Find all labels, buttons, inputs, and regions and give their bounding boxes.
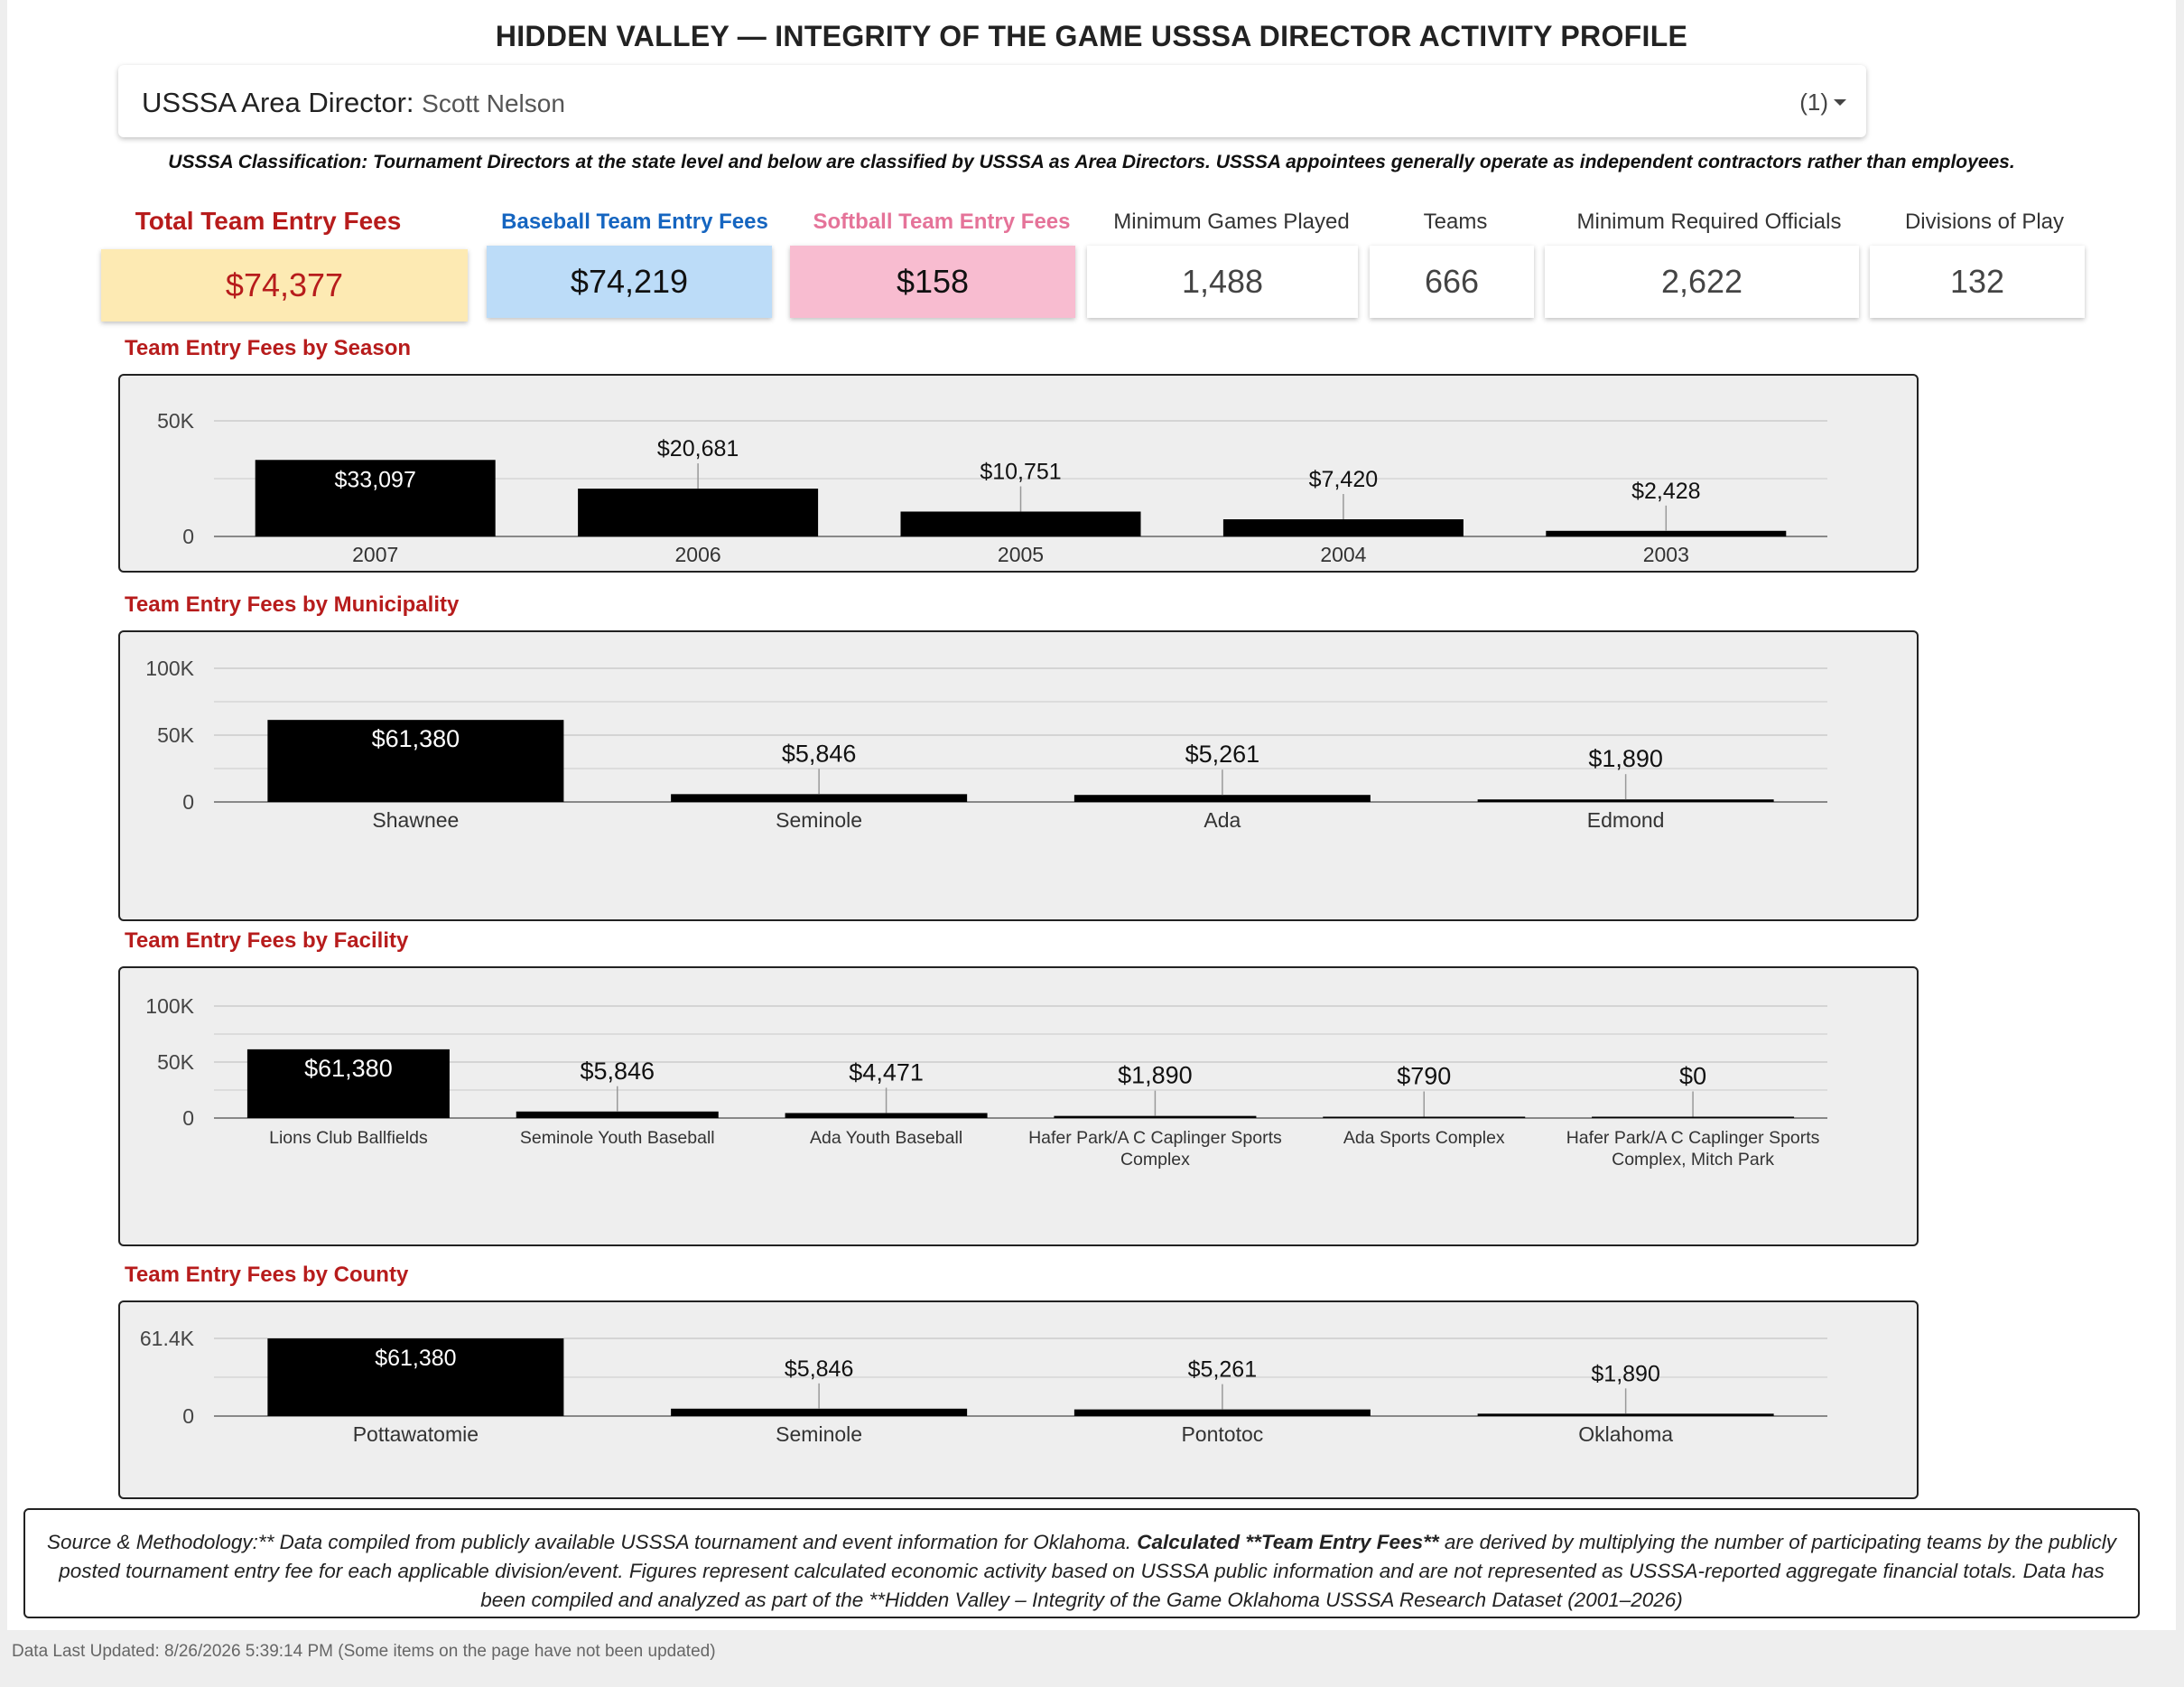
director-value: Scott Nelson (422, 89, 565, 117)
section-title-facility: Team Entry Fees by Facility (125, 928, 409, 953)
data-label: $10,751 (980, 459, 1062, 485)
report-page (7, 0, 2176, 1630)
bar (1223, 519, 1464, 536)
category-label: Ada Youth Baseball (810, 1128, 963, 1148)
category-label: Hafer Park/A C Caplinger Sports (1566, 1128, 1820, 1148)
category-label: 2006 (674, 543, 721, 566)
data-label: $1,890 (1591, 1361, 1660, 1387)
data-label: $5,846 (781, 740, 857, 768)
y-tick-label: 0 (182, 525, 194, 548)
data-label: $5,846 (784, 1356, 854, 1382)
kpi-value-divisions: 132 (1870, 246, 2085, 318)
category-label: Ada (1204, 808, 1241, 832)
kpi-value-total: $74,377 (101, 249, 468, 322)
section-title-season: Team Entry Fees by Season (125, 336, 412, 360)
director-selector[interactable] (118, 65, 1866, 137)
y-tick-label: 50K (157, 723, 194, 747)
y-tick-label: 100K (145, 657, 194, 680)
category-label: 2003 (1642, 543, 1689, 566)
classification-note: USSSA Classification: Tournament Directors at the state level and below are classified by USSSA as Area Directors. USSSA appointees generally operate as independent contractors rather than employees. (168, 152, 2015, 172)
kpi-label-divisions: Divisions of Play (1904, 210, 2065, 234)
y-tick-label: 50K (157, 1050, 194, 1074)
y-tick-label: 61.4K (139, 1327, 194, 1350)
data-label: $4,471 (849, 1058, 924, 1086)
kpi-label-officials: Minimum Required Officials (1576, 210, 1842, 234)
kpi-label-baseball: Baseball Team Entry Fees (501, 210, 768, 234)
kpi-value-baseball: $74,219 (487, 246, 772, 318)
section-title-county: Team Entry Fees by County (125, 1263, 409, 1287)
bar (1546, 531, 1786, 536)
data-label: $7,420 (1308, 467, 1379, 493)
last-updated: Data Last Updated: 8/26/2026 5:39:14 PM (Some items on the page have not been updated) (12, 1642, 716, 1661)
category-label: Hafer Park/A C Caplinger Sports (1028, 1128, 1282, 1148)
director-label: USSSA Area Director: (142, 87, 414, 118)
chart-panel-municipality (118, 630, 1919, 921)
category-label: Ada Sports Complex (1343, 1128, 1505, 1148)
category-label: Pottawatomie (352, 1422, 479, 1446)
bar (1478, 799, 1774, 802)
category-label: Seminole (776, 1422, 863, 1446)
bar (516, 1112, 719, 1118)
kpi-label-games: Minimum Games Played (1113, 210, 1350, 234)
bar (1478, 1413, 1774, 1416)
category-label: Lions Club Ballfields (269, 1128, 428, 1148)
bar (671, 1409, 967, 1416)
chart-panel-county (118, 1300, 1919, 1499)
section-title-municipality: Team Entry Fees by Municipality (125, 592, 460, 617)
y-tick-label: 0 (182, 790, 194, 814)
bar (671, 794, 967, 802)
chevron-down-icon[interactable] (1834, 99, 1846, 106)
chart-season (120, 376, 1917, 571)
data-label: $33,097 (334, 467, 416, 493)
chart-county (120, 1302, 1917, 1497)
chart-facility (120, 968, 1917, 1244)
y-tick-label: 50K (157, 409, 194, 433)
chart-municipality (120, 632, 1917, 919)
data-label: $2,428 (1631, 478, 1701, 504)
kpi-label-teams: Teams (1423, 210, 1488, 234)
kpi-label-total: Total Team Entry Fees (135, 207, 402, 235)
category-label: 2004 (1320, 543, 1367, 566)
bar (1592, 1117, 1794, 1119)
page-title: HIDDEN VALLEY — INTEGRITY OF THE GAME USSSA DIRECTOR ACTIVITY PROFILE (495, 20, 1688, 52)
data-label: $5,261 (1187, 1356, 1258, 1383)
category-label: Complex (1120, 1150, 1190, 1170)
data-label: $1,890 (1588, 745, 1663, 773)
y-tick-label: 0 (182, 1404, 194, 1428)
category-label: Seminole Youth Baseball (519, 1128, 715, 1148)
bar (1054, 1116, 1256, 1118)
kpi-label-softball: Softball Team Entry Fees (813, 210, 1071, 234)
bar (901, 511, 1141, 536)
category-label: Shawnee (372, 808, 460, 832)
methodology-part-1: Source & Methodology:** Data compiled from publicly available USSSA tournament and event information for Oklahoma. (47, 1531, 1138, 1553)
kpi-value-teams: 666 (1370, 246, 1534, 318)
y-tick-label: 100K (145, 994, 194, 1018)
bar (1074, 795, 1371, 802)
bar (1074, 1410, 1371, 1416)
methodology-part-3: are derived by multiplying the number of participating teams by the publicly posted tournament entry fee for each applicable division/event. Figures represent calculated economic activity based on USSSA public information and are not represented as USSSA-reported aggregate financial totals. Data has been compiled and analyzed as part of the **Hidden Valley – Integrity of the Game Oklahoma USSSA Research Dataset (2001–2026) (59, 1531, 2116, 1611)
bar (578, 489, 818, 536)
data-label: $0 (1679, 1062, 1707, 1090)
bar (1323, 1117, 1525, 1119)
methodology-part-2: Calculated **Team Entry Fees** (1137, 1531, 1439, 1553)
director-label-wrap (142, 87, 565, 119)
data-label: $790 (1397, 1062, 1452, 1090)
data-label: $5,261 (1185, 741, 1260, 769)
data-label: $61,380 (375, 1346, 457, 1371)
kpi-value-officials: 2,622 (1545, 246, 1859, 318)
kpi-value-games: 1,488 (1087, 246, 1358, 318)
category-label: 2005 (997, 543, 1045, 566)
category-label: Pontotoc (1181, 1422, 1264, 1446)
category-label: Complex, Mitch Park (1612, 1150, 1775, 1170)
category-label: 2007 (352, 543, 399, 566)
chart-panel-season (118, 374, 1919, 573)
director-count: (1) (1799, 89, 1828, 116)
bar (785, 1113, 988, 1118)
data-label: $61,380 (304, 1054, 393, 1082)
data-label: $20,681 (656, 436, 739, 462)
methodology-note (23, 1508, 2140, 1618)
category-label: Edmond (1586, 808, 1665, 832)
data-label: $1,890 (1118, 1061, 1193, 1089)
data-label: $61,380 (371, 725, 460, 753)
kpi-value-softball: $158 (790, 246, 1075, 318)
chart-panel-facility (118, 966, 1919, 1246)
data-label: $5,846 (580, 1057, 655, 1085)
y-tick-label: 0 (182, 1106, 194, 1130)
category-label: Seminole (776, 808, 863, 832)
category-label: Oklahoma (1578, 1422, 1674, 1446)
